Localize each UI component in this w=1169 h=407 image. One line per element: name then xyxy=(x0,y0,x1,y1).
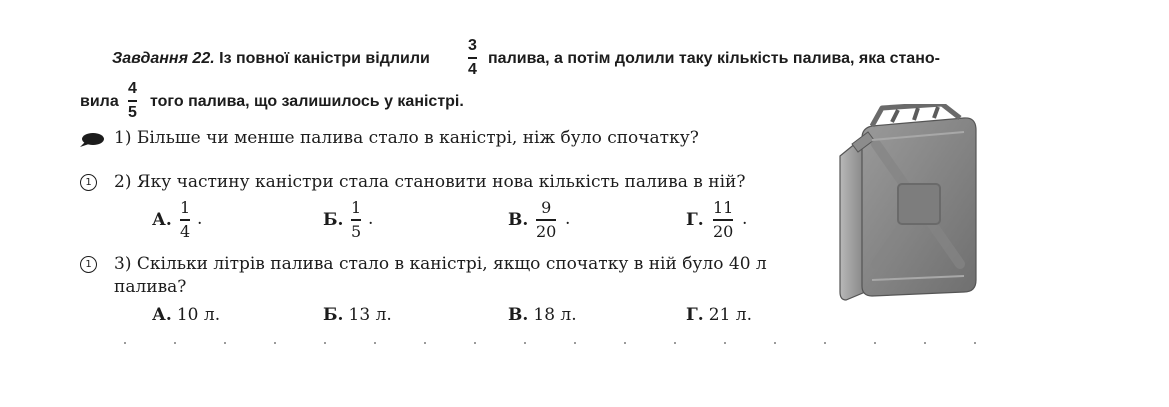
task-text-1: Із повної каністри відлили xyxy=(219,50,430,67)
q3-option-b xyxy=(323,305,392,325)
jerrycan-image xyxy=(832,104,982,304)
task-text-2b: того палива, що залишилось у каністрі. xyxy=(150,93,464,110)
fraction-bar xyxy=(180,219,190,221)
fraction-bar xyxy=(351,219,361,221)
fraction-bar xyxy=(536,219,556,221)
fraction-numerator: 3 xyxy=(468,37,477,54)
fraction-denominator: 20 xyxy=(713,221,734,241)
task-line-1 xyxy=(112,50,430,68)
fraction-numerator: 9 xyxy=(541,198,552,217)
q3-option-a-value: 10 л. xyxy=(176,305,221,325)
q3-option-c xyxy=(508,305,577,325)
q2-option-c-letter: В. xyxy=(508,210,529,230)
task-text-2a: вила xyxy=(80,93,119,110)
q3-option-d-letter: Г. xyxy=(686,305,704,325)
q2-option-c-fraction xyxy=(536,200,556,240)
fraction-bar xyxy=(468,57,477,59)
fraction-denominator: 4 xyxy=(468,60,477,78)
task-text-1b: палива, а потім долили таку кількість палива, яка стано- xyxy=(488,50,940,67)
q2-option-d-letter: Г. xyxy=(686,210,704,230)
q3-option-b-value: 13 л. xyxy=(348,305,392,325)
difficulty-marker: 1 xyxy=(80,174,97,191)
q3-option-c-value: 18 л. xyxy=(533,305,577,325)
q2-option-a-letter: А. xyxy=(152,210,172,230)
q2-option-b-period: . xyxy=(368,209,374,229)
task-label: Завдання 22. xyxy=(112,50,215,67)
fraction-denominator: 5 xyxy=(351,221,362,241)
question-3-line-1: 3) Скільки літрів палива стало в каністрі, якщо спочатку в ній було 40 л xyxy=(114,254,767,274)
q3-option-d-value: 21 л. xyxy=(708,305,752,325)
question-1: 1) Більше чи менше палива стало в каністрі, ніж було спочатку? xyxy=(114,128,699,148)
q3-option-c-letter: В. xyxy=(508,305,529,325)
q2-option-a-period: . xyxy=(197,209,203,229)
q2-option-b-letter: Б. xyxy=(323,210,344,230)
fraction-numerator: 1 xyxy=(180,198,191,217)
question-2: 2) Яку частину каністри стала становити нова кількість палива в ній? xyxy=(114,172,746,192)
q2-option-d-fraction xyxy=(713,200,733,240)
difficulty-marker: 1 xyxy=(80,256,97,273)
q2-option-c-period: . xyxy=(565,209,571,229)
q3-option-b-letter: Б. xyxy=(323,305,344,325)
q2-option-d-period: . xyxy=(742,209,748,229)
fraction-bar xyxy=(713,219,733,221)
question-3-line-2: палива? xyxy=(114,277,187,297)
fraction-three-quarters xyxy=(468,38,477,78)
q3-option-a xyxy=(152,305,220,325)
speech-bubble-icon xyxy=(79,132,105,148)
q3-option-a-letter: А. xyxy=(152,305,172,325)
q2-option-b-fraction xyxy=(351,200,361,240)
fraction-numerator: 11 xyxy=(713,198,734,217)
fraction-numerator: 4 xyxy=(128,80,137,97)
fraction-four-fifths xyxy=(128,81,137,121)
fraction-numerator: 1 xyxy=(351,198,362,217)
fraction-denominator: 5 xyxy=(128,103,137,121)
fraction-denominator: 4 xyxy=(180,221,191,241)
fraction-bar xyxy=(128,100,137,102)
fraction-denominator: 20 xyxy=(536,221,557,241)
q2-option-a-fraction xyxy=(180,200,190,240)
dotted-separator xyxy=(100,341,1000,345)
q3-option-d xyxy=(686,305,752,325)
